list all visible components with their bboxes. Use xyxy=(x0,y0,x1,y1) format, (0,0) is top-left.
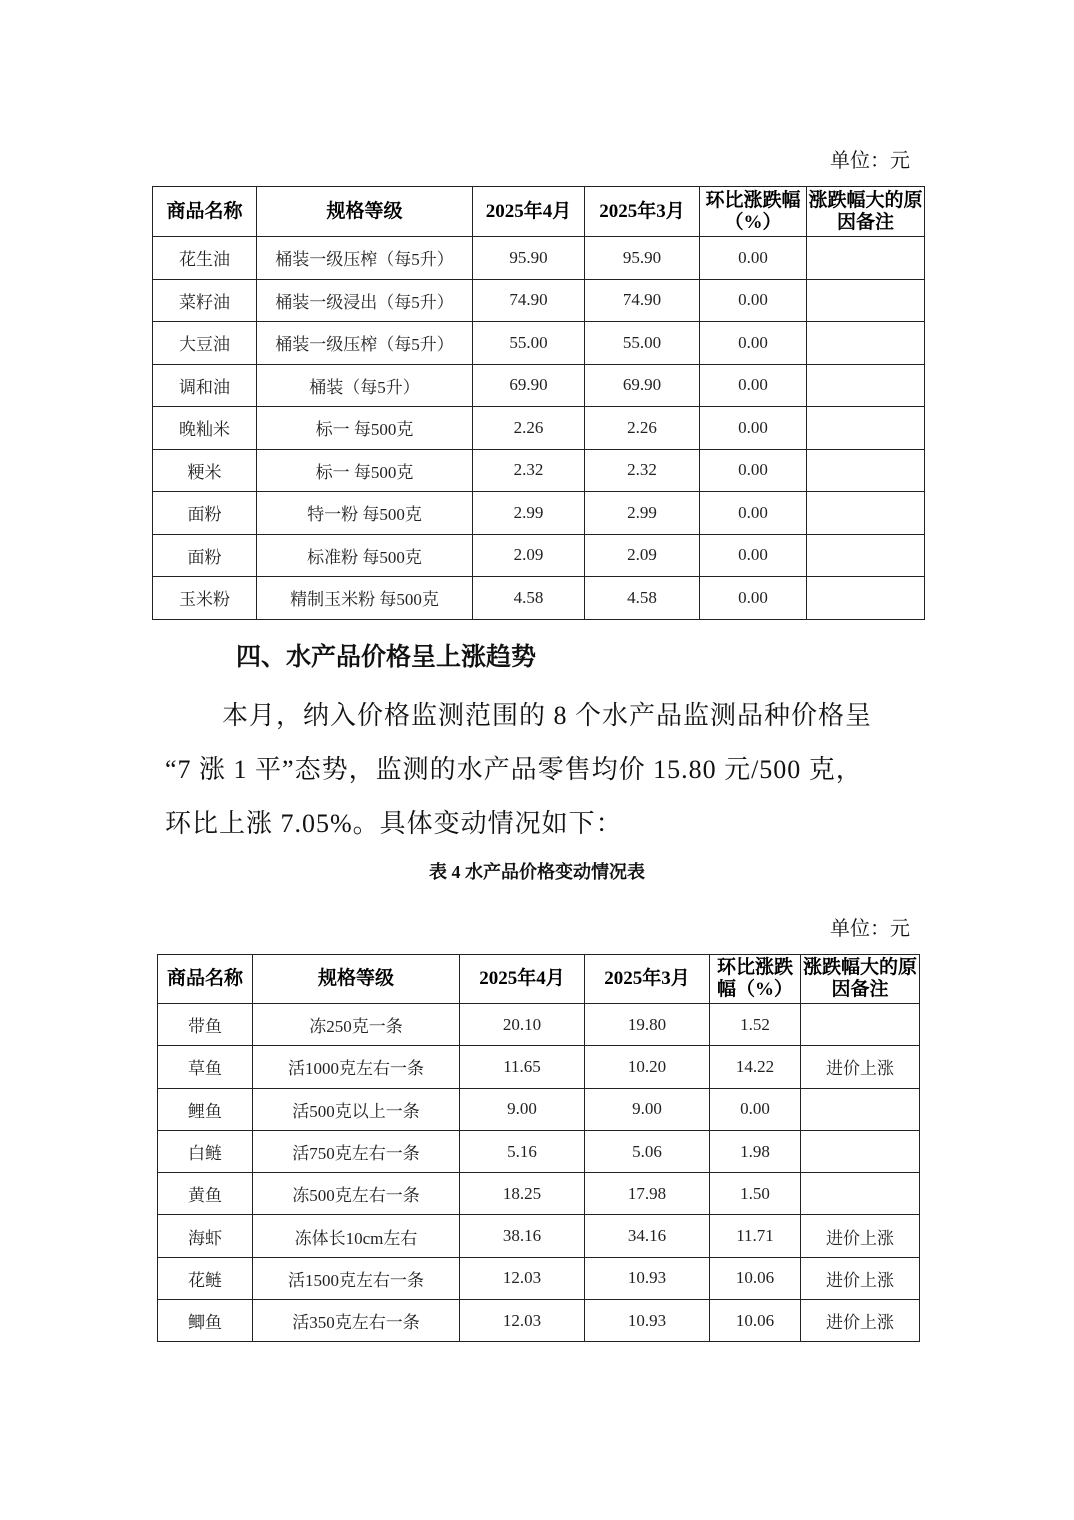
paragraph-line: “7 涨 1 平”态势，监测的水产品零售均价 15.80 元/500 克， xyxy=(165,755,863,784)
table-row xyxy=(158,1173,920,1215)
cell-remark xyxy=(801,1173,920,1215)
table-row xyxy=(153,237,925,280)
cell-product-name: 黄鱼 xyxy=(158,1173,253,1215)
cell-remark xyxy=(807,492,925,535)
cell-remark: 进价上涨 xyxy=(801,1300,920,1342)
cell-price-mar: 19.80 xyxy=(585,1004,710,1046)
table-row xyxy=(153,449,925,492)
cell-change-pct: 11.71 xyxy=(710,1215,801,1257)
cell-change-pct: 0.00 xyxy=(710,1088,801,1130)
unit-label-bottom: 单位：元 xyxy=(830,918,910,940)
cell-product-name: 鲫鱼 xyxy=(158,1300,253,1342)
cell-product-name: 调和油 xyxy=(153,364,257,407)
cell-spec-grade: 特一粉 每500克 xyxy=(257,492,473,535)
column-header-product-name: 商品名称 xyxy=(158,955,253,1004)
table-caption: 表 4 水产品价格变动情况表 xyxy=(429,862,645,882)
cell-product-name: 菜籽油 xyxy=(153,279,257,322)
cell-spec-grade: 桶装（每5升） xyxy=(257,364,473,407)
cell-price-mar: 55.00 xyxy=(585,322,700,365)
cell-price-apr: 55.00 xyxy=(473,322,585,365)
cell-price-mar: 4.58 xyxy=(585,577,700,620)
column-header-remark: 涨跌幅大的原因备注 xyxy=(807,187,925,237)
table-row xyxy=(153,364,925,407)
cell-product-name: 面粉 xyxy=(153,492,257,535)
cell-product-name: 大豆油 xyxy=(153,322,257,365)
cell-remark xyxy=(807,577,925,620)
cell-price-apr: 20.10 xyxy=(460,1004,585,1046)
cell-remark xyxy=(801,1004,920,1046)
paragraph-line: 环比上涨 7.05%。具体变动情况如下： xyxy=(165,809,623,838)
cell-change-pct: 10.06 xyxy=(710,1300,801,1342)
cell-spec-grade: 冻体长10cm左右 xyxy=(253,1215,460,1257)
cell-price-mar: 34.16 xyxy=(585,1215,710,1257)
cell-spec-grade: 冻500克左右一条 xyxy=(253,1173,460,1215)
cell-price-mar: 74.90 xyxy=(585,279,700,322)
cell-spec-grade: 活1500克左右一条 xyxy=(253,1257,460,1299)
cell-change-pct: 0.00 xyxy=(700,577,807,620)
cell-remark xyxy=(807,449,925,492)
cell-change-pct: 0.00 xyxy=(700,492,807,535)
cell-remark xyxy=(807,364,925,407)
cell-price-apr: 5.16 xyxy=(460,1130,585,1172)
column-header-price-apr: 2025年4月 xyxy=(460,955,585,1004)
table-row xyxy=(153,279,925,322)
table-row xyxy=(153,492,925,535)
cell-spec-grade: 活1000克左右一条 xyxy=(253,1046,460,1088)
table-header-row xyxy=(158,955,920,1004)
cell-product-name: 面粉 xyxy=(153,534,257,577)
column-header-price-mar: 2025年3月 xyxy=(585,187,700,237)
cell-remark xyxy=(807,407,925,450)
table-row xyxy=(158,1257,920,1299)
table-row xyxy=(153,322,925,365)
cell-price-mar: 17.98 xyxy=(585,1173,710,1215)
cell-product-name: 海虾 xyxy=(158,1215,253,1257)
table-row xyxy=(153,407,925,450)
column-header-price-apr: 2025年4月 xyxy=(473,187,585,237)
cell-remark: 进价上涨 xyxy=(801,1046,920,1088)
cell-product-name: 晚籼米 xyxy=(153,407,257,450)
cell-spec-grade: 标一 每500克 xyxy=(257,449,473,492)
grain-oil-price-table xyxy=(152,186,925,620)
cell-price-mar: 95.90 xyxy=(585,237,700,280)
cell-spec-grade: 精制玉米粉 每500克 xyxy=(257,577,473,620)
column-header-change-pct: 环比涨跌幅（%） xyxy=(710,955,801,1004)
cell-price-mar: 9.00 xyxy=(585,1088,710,1130)
cell-change-pct: 10.06 xyxy=(710,1257,801,1299)
cell-price-apr: 2.32 xyxy=(473,449,585,492)
cell-spec-grade: 活350克左右一条 xyxy=(253,1300,460,1342)
cell-product-name: 草鱼 xyxy=(158,1046,253,1088)
cell-change-pct: 1.52 xyxy=(710,1004,801,1046)
column-header-product-name: 商品名称 xyxy=(153,187,257,237)
cell-change-pct: 1.98 xyxy=(710,1130,801,1172)
cell-price-mar: 2.99 xyxy=(585,492,700,535)
cell-change-pct: 1.50 xyxy=(710,1173,801,1215)
column-header-remark: 涨跌幅大的原因备注 xyxy=(801,955,920,1004)
section-heading: 四、水产品价格呈上涨趋势 xyxy=(236,642,537,671)
cell-change-pct: 0.00 xyxy=(700,449,807,492)
cell-price-mar: 2.32 xyxy=(585,449,700,492)
cell-price-apr: 2.26 xyxy=(473,407,585,450)
cell-spec-grade: 活750克左右一条 xyxy=(253,1130,460,1172)
table-header-row xyxy=(153,187,925,237)
table-row xyxy=(158,1046,920,1088)
column-header-spec-grade: 规格等级 xyxy=(257,187,473,237)
cell-product-name: 鲤鱼 xyxy=(158,1088,253,1130)
cell-price-apr: 95.90 xyxy=(473,237,585,280)
cell-price-apr: 4.58 xyxy=(473,577,585,620)
cell-remark xyxy=(807,534,925,577)
cell-price-mar: 10.93 xyxy=(585,1300,710,1342)
table-row xyxy=(153,577,925,620)
cell-change-pct: 0.00 xyxy=(700,322,807,365)
cell-change-pct: 0.00 xyxy=(700,364,807,407)
cell-price-mar: 5.06 xyxy=(585,1130,710,1172)
cell-price-mar: 69.90 xyxy=(585,364,700,407)
cell-price-mar: 2.09 xyxy=(585,534,700,577)
cell-spec-grade: 桶装一级压榨（每5升） xyxy=(257,237,473,280)
cell-spec-grade: 桶装一级压榨（每5升） xyxy=(257,322,473,365)
cell-spec-grade: 标一 每500克 xyxy=(257,407,473,450)
cell-change-pct: 0.00 xyxy=(700,407,807,450)
cell-change-pct: 0.00 xyxy=(700,534,807,577)
aquatic-price-table xyxy=(157,954,920,1342)
cell-price-apr: 2.99 xyxy=(473,492,585,535)
cell-spec-grade: 标准粉 每500克 xyxy=(257,534,473,577)
cell-price-mar: 10.93 xyxy=(585,1257,710,1299)
cell-price-apr: 69.90 xyxy=(473,364,585,407)
table-row xyxy=(158,1088,920,1130)
cell-spec-grade: 冻250克一条 xyxy=(253,1004,460,1046)
cell-product-name: 白鲢 xyxy=(158,1130,253,1172)
cell-remark xyxy=(807,237,925,280)
table-row xyxy=(158,1004,920,1046)
cell-price-apr: 12.03 xyxy=(460,1300,585,1342)
table-row xyxy=(153,534,925,577)
column-header-change-pct: 环比涨跌幅（%） xyxy=(700,187,807,237)
cell-change-pct: 0.00 xyxy=(700,237,807,280)
cell-remark xyxy=(807,279,925,322)
cell-price-apr: 12.03 xyxy=(460,1257,585,1299)
cell-change-pct: 14.22 xyxy=(710,1046,801,1088)
cell-remark xyxy=(801,1088,920,1130)
cell-spec-grade: 桶装一级浸出（每5升） xyxy=(257,279,473,322)
cell-product-name: 粳米 xyxy=(153,449,257,492)
cell-product-name: 花生油 xyxy=(153,237,257,280)
cell-product-name: 玉米粉 xyxy=(153,577,257,620)
cell-remark xyxy=(801,1130,920,1172)
cell-price-apr: 38.16 xyxy=(460,1215,585,1257)
cell-remark: 进价上涨 xyxy=(801,1215,920,1257)
column-header-price-mar: 2025年3月 xyxy=(585,955,710,1004)
cell-remark xyxy=(807,322,925,365)
cell-price-apr: 74.90 xyxy=(473,279,585,322)
cell-price-apr: 18.25 xyxy=(460,1173,585,1215)
cell-price-apr: 9.00 xyxy=(460,1088,585,1130)
table-row xyxy=(158,1300,920,1342)
cell-price-apr: 11.65 xyxy=(460,1046,585,1088)
cell-spec-grade: 活500克以上一条 xyxy=(253,1088,460,1130)
paragraph-line: 本月，纳入价格监测范围的 8 个水产品监测品种价格呈 xyxy=(222,701,873,730)
cell-price-apr: 2.09 xyxy=(473,534,585,577)
cell-change-pct: 0.00 xyxy=(700,279,807,322)
cell-product-name: 带鱼 xyxy=(158,1004,253,1046)
cell-product-name: 花鲢 xyxy=(158,1257,253,1299)
table-row xyxy=(158,1215,920,1257)
cell-price-mar: 10.20 xyxy=(585,1046,710,1088)
unit-label-top: 单位：元 xyxy=(830,150,910,172)
table-row xyxy=(158,1130,920,1172)
column-header-spec-grade: 规格等级 xyxy=(253,955,460,1004)
cell-remark: 进价上涨 xyxy=(801,1257,920,1299)
cell-price-mar: 2.26 xyxy=(585,407,700,450)
